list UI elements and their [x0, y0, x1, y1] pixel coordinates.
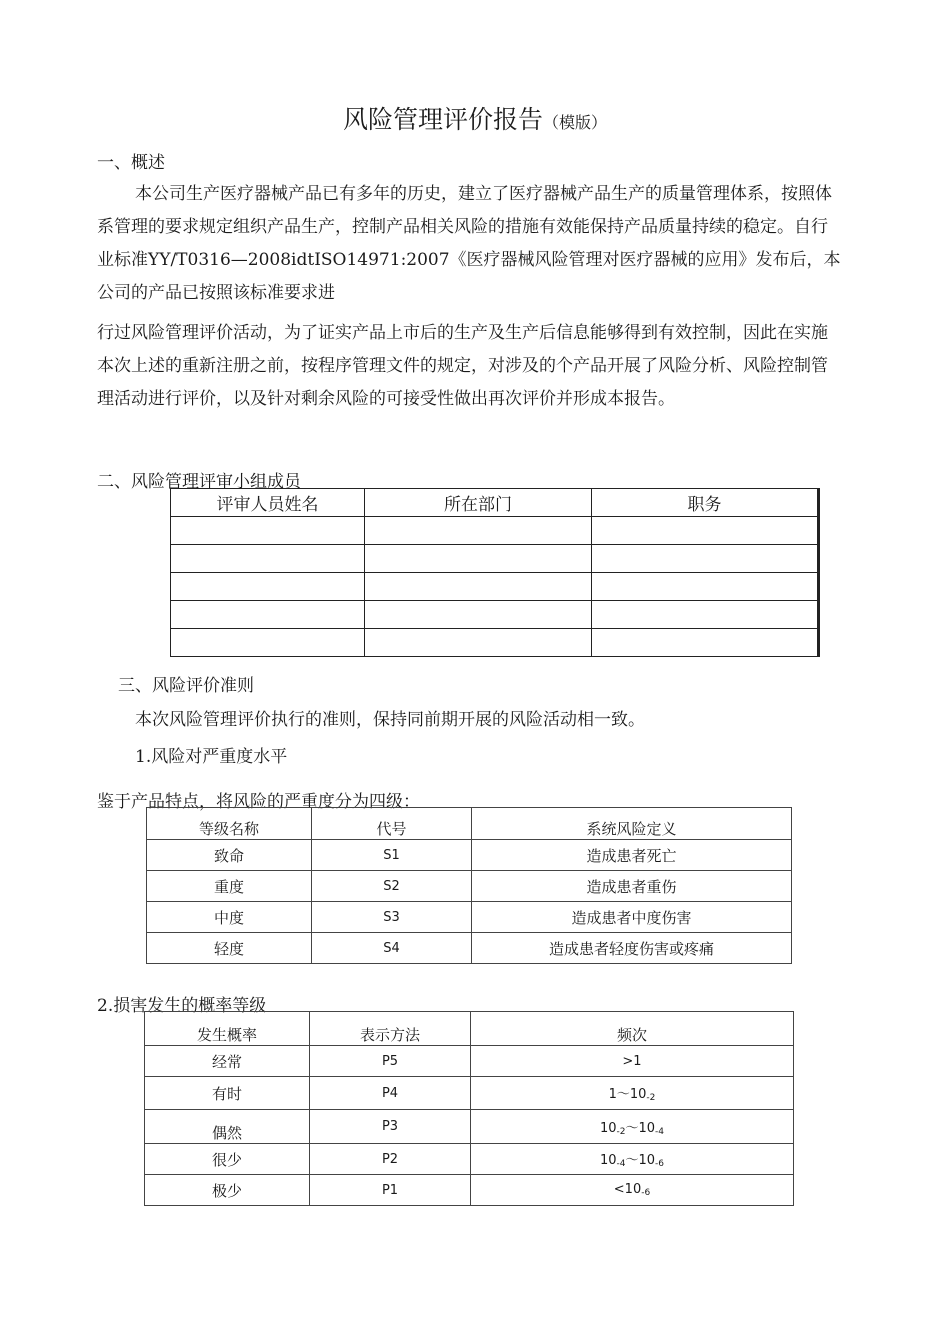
table-row	[145, 1046, 794, 1077]
table-cell[interactable]	[365, 517, 592, 545]
table-cell: 致命	[147, 840, 312, 871]
table-cell[interactable]	[171, 573, 365, 601]
table-cell	[471, 1175, 794, 1206]
table-cell[interactable]	[592, 601, 819, 629]
team-members-table	[170, 488, 820, 657]
freq-value: 10	[638, 1120, 656, 1136]
section-heading-overview: 一、概述	[97, 153, 165, 173]
table-cell: P3	[310, 1110, 471, 1144]
table-row	[147, 871, 792, 902]
table-cell: S2	[312, 871, 472, 902]
table-row	[147, 902, 792, 933]
table-cell: 偶然	[145, 1110, 310, 1144]
table-cell[interactable]	[171, 517, 365, 545]
table-cell: P5	[310, 1046, 471, 1077]
table-cell: 中度	[147, 902, 312, 933]
table-cell: 极少	[145, 1175, 310, 1206]
probability-heading: 2.损害发生的概率等级	[97, 996, 267, 1016]
table-cell: 造成患者重伤	[472, 871, 792, 902]
column-header: 职务	[592, 489, 819, 517]
table-header-row	[147, 808, 792, 840]
table-cell: 很少	[145, 1144, 310, 1175]
table-cell	[471, 1077, 794, 1110]
table-cell	[471, 1110, 794, 1144]
column-header: 代号	[312, 808, 472, 840]
freq-exponent: -6	[641, 1188, 651, 1198]
table-row	[171, 517, 819, 545]
severity-table	[146, 807, 792, 964]
table-cell[interactable]	[592, 545, 819, 573]
table-row	[147, 933, 792, 964]
table-cell: 造成患者中度伤害	[472, 902, 792, 933]
freq-value: 10	[599, 1153, 617, 1168]
title-sub: （模版）	[543, 113, 608, 132]
table-row	[145, 1077, 794, 1110]
freq-separator: ～	[625, 1153, 639, 1168]
table-row	[145, 1110, 794, 1144]
table-cell: 经常	[145, 1046, 310, 1077]
freq-separator: ～	[625, 1120, 639, 1136]
freq-value: <10	[613, 1182, 642, 1197]
table-row	[171, 573, 819, 601]
table-row	[171, 545, 819, 573]
table-cell[interactable]	[365, 629, 592, 657]
freq-exponent: -2	[646, 1093, 656, 1103]
table-cell[interactable]	[365, 545, 592, 573]
severity-heading: 1.风险对严重度水平	[135, 747, 288, 767]
overview-paragraph-1: 本公司生产医疗器械产品已有多年的历史，建立了医疗器械产品生产的质量管理体系，按照体系管理的要求规定组织产品生产，控制产品相关风险的措施有效能保持产品质量持续的稳定。自行业标准YY/T0316—2008idtISO14971:2007《医疗器械风险管理对医疗器械的应用》发布后，本公司的产品已按照该标准要求进	[97, 184, 841, 303]
table-cell: P2	[310, 1144, 471, 1175]
table-cell[interactable]	[592, 629, 819, 657]
table-cell: 轻度	[147, 933, 312, 964]
page-title	[0, 100, 950, 136]
table-cell: 造成患者轻度伤害或疼痛	[472, 933, 792, 964]
column-header: 评审人员姓名	[171, 489, 365, 517]
freq-exponent: -6	[655, 1159, 665, 1169]
table-cell[interactable]	[365, 601, 592, 629]
table-cell[interactable]	[171, 629, 365, 657]
table-cell: S3	[312, 902, 472, 933]
column-header: 等级名称	[147, 808, 312, 840]
table-row	[145, 1175, 794, 1206]
column-header: 频次	[471, 1012, 794, 1046]
column-header: 系统风险定义	[472, 808, 792, 840]
criteria-intro: 本次风险管理评价执行的准则，保持同前期开展的风险活动相一致。	[135, 710, 645, 730]
freq-exponent: -2	[616, 1126, 626, 1137]
table-row	[145, 1144, 794, 1175]
probability-table	[144, 1011, 794, 1206]
table-cell: 造成患者死亡	[472, 840, 792, 871]
freq-exponent: -4	[655, 1126, 665, 1137]
table-cell: >1	[471, 1046, 794, 1077]
table-cell: P4	[310, 1077, 471, 1110]
table-cell	[471, 1144, 794, 1175]
table-cell: P1	[310, 1175, 471, 1206]
freq-value: 1～10	[608, 1087, 647, 1102]
table-cell: 重度	[147, 871, 312, 902]
table-cell: 有时	[145, 1077, 310, 1110]
table-header-row	[171, 489, 819, 517]
table-cell: S1	[312, 840, 472, 871]
table-cell[interactable]	[171, 545, 365, 573]
title-main: 风险管理评价报告	[342, 105, 543, 134]
freq-value: 10	[638, 1153, 656, 1168]
table-cell[interactable]	[365, 573, 592, 601]
table-cell: S4	[312, 933, 472, 964]
column-header: 发生概率	[145, 1012, 310, 1046]
table-cell[interactable]	[171, 601, 365, 629]
table-cell[interactable]	[592, 573, 819, 601]
table-header-row	[145, 1012, 794, 1046]
freq-exponent: -4	[616, 1159, 626, 1169]
table-row	[171, 601, 819, 629]
column-header: 所在部门	[365, 489, 592, 517]
section-heading-team: 二、风险管理评审小组成员	[97, 472, 301, 492]
column-header: 表示方法	[310, 1012, 471, 1046]
section-heading-criteria: 三、风险评价准则	[118, 676, 254, 696]
freq-value: 10	[599, 1120, 617, 1136]
table-row	[171, 629, 819, 657]
severity-lead: 鉴于产品特点，将风险的严重度分为四级：	[97, 792, 420, 812]
table-row	[147, 840, 792, 871]
overview-paragraph-2: 行过风险管理评价活动，为了证实产品上市后的生产及生产后信息能够得到有效控制，因此在实施本次上述的重新注册之前，按程序管理文件的规定，对涉及的个产品开展了风险分析、风险控制管理活动进行评价，以及针对剩余风险的可接受性做出再次评价并形成本报告。	[97, 323, 828, 409]
table-cell[interactable]	[592, 517, 819, 545]
